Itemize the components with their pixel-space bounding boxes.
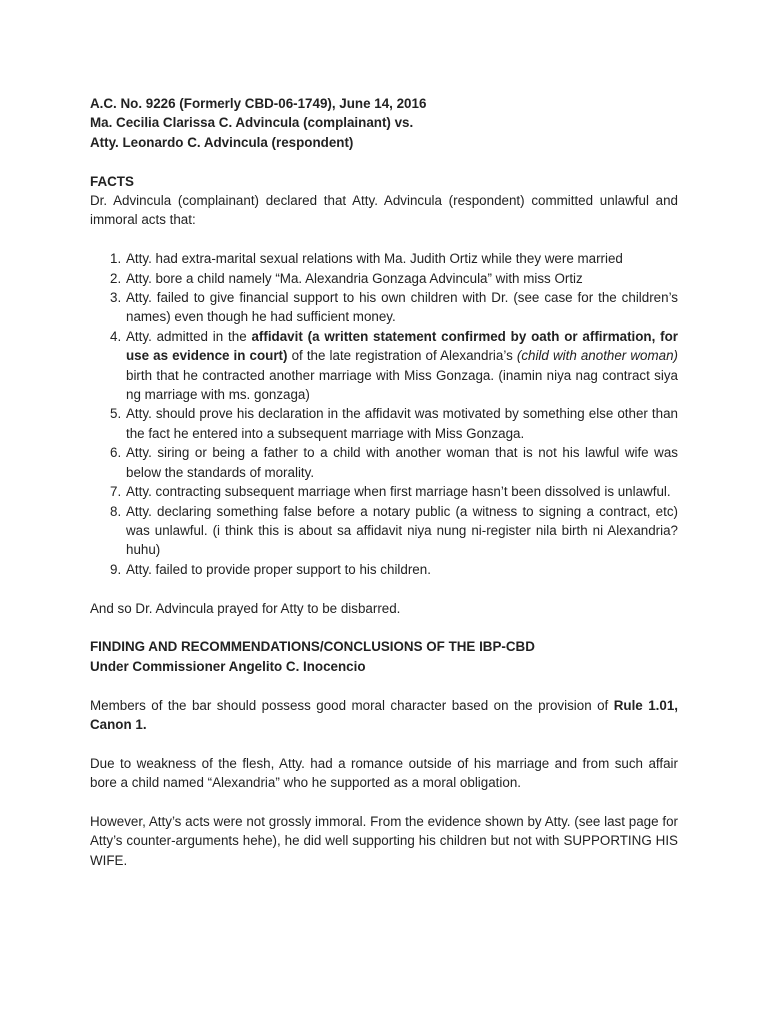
list-item-text: Atty. failed to provide proper support to his children. [126, 561, 431, 577]
list-number: 2. [110, 270, 122, 286]
list-number: 8. [110, 503, 122, 519]
list-item-text: Atty. failed to give financial support to his own children with Dr. (see case for the children’s names) even though he had sufficient money. [126, 290, 678, 325]
list-number: 5. [110, 406, 122, 422]
list-number: 1. [110, 251, 122, 267]
list-number: 4. [110, 328, 122, 344]
list-item [90, 443, 678, 482]
list-number: 9. [110, 561, 122, 577]
document-page [90, 94, 678, 870]
list-number: 7. [110, 484, 122, 500]
list-item-text: Atty. should prove his declaration in the affidavit was motivated by something else other than the fact he entered into a subsequent marriage with Miss Gonzaga. [126, 406, 678, 441]
findings-paragraph-3: However, Atty’s acts were not grossly immoral. From the evidence shown by Atty. (see last page for Atty’s counter-arguments hehe), he did well supporting his children but not with SUPPORTING HIS WIFE. [90, 813, 678, 868]
respondent-line: Atty. Leonardo C. Advincula (respondent) [90, 134, 354, 150]
list-item-text: Atty. contracting subsequent marriage when first marriage hasn’t been dissolved is unlawful. [126, 484, 671, 500]
list-item [90, 327, 678, 405]
case-number-line: A.C. No. 9226 (Formerly CBD-06-1749), June 14, 2016 [90, 96, 427, 111]
list-item-text-pre: Atty. admitted in the [126, 328, 252, 344]
affidavit-definition: affidavit (a written statement confirmed by oath or affirmation, for use as evidence in court) [126, 328, 678, 364]
findings-heading: FINDING AND RECOMMENDATIONS/CONCLUSIONS OF THE IBP-CBD [90, 639, 535, 655]
findings-paragraph-2: Due to weakness of the flesh, Atty. had a romance outside of his marriage and from such affair bore a child named “Alexandria” who he supported as a moral obligation. [90, 755, 678, 791]
list-item-text: Atty. declaring something false before a notary public (a witness to signing a contract, etc) was unlawful. (i think this is about sa affidavit niya nung ni-register nila birth ni Alexandria? huhu) [126, 503, 678, 558]
child-note: (child with another woman) [516, 348, 678, 364]
facts-list [90, 249, 678, 579]
findings-paragraph-1 [90, 696, 678, 735]
list-item-text: Atty. bore a child namely “Ma. Alexandria Gonzaga Advincula” with miss Ortiz [126, 270, 583, 286]
paragraph-text: Members of the bar should possess good moral character based on the provision of [90, 697, 614, 713]
complainant-line: Ma. Cecilia Clarissa C. Advincula (complainant) vs. [90, 115, 414, 131]
list-item [90, 404, 678, 443]
rule-reference: Rule 1.01, Canon 1. [90, 697, 678, 732]
facts-heading: FACTS [90, 173, 134, 189]
list-item-text-mid: of the late registration of Alexandria’s [287, 348, 517, 364]
list-number: 6. [110, 445, 122, 461]
list-item [90, 249, 678, 268]
list-item-text: Atty. siring or being a father to a child with another woman that is not his lawful wife was below the standards of morality. [126, 445, 678, 480]
facts-intro: Dr. Advincula (complainant) declared that Atty. Advincula (respondent) committed unlawful and immoral acts that: [90, 193, 678, 228]
list-item [90, 269, 678, 288]
findings-subheading: Under Commissioner Angelito C. Inocencio [90, 658, 366, 674]
list-item [90, 502, 678, 560]
list-item [90, 288, 678, 327]
list-item-text-post: birth that he contracted another marriage with Miss Gonzaga. (inamin niya nag contract siya ng marriage with ms. gonzaga) [126, 367, 678, 403]
list-number: 3. [110, 290, 122, 306]
list-item-text: Atty. had extra-marital sexual relations with Ma. Judith Ortiz while they were married [126, 251, 623, 267]
list-item [90, 560, 678, 579]
facts-conclusion: And so Dr. Advincula prayed for Atty to be disbarred. [90, 600, 401, 616]
list-item [90, 482, 678, 501]
